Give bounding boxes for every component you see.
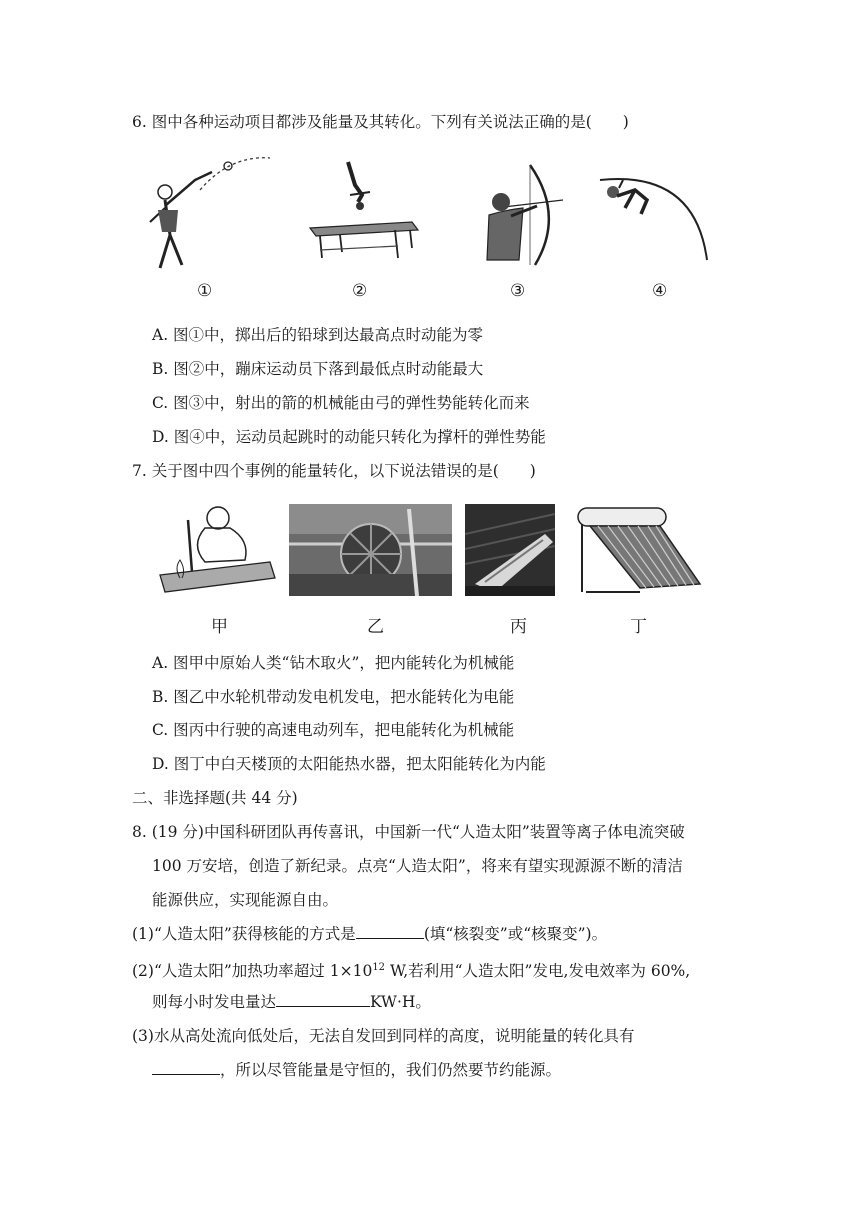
figure-label-bing: 丙: [510, 617, 527, 637]
q8-part-3-line-2-after: ，所以尽管能量是守恒的，我们仍然要节约能源。: [220, 1061, 562, 1079]
q8-part-1-text-after: (填“核裂变”或“核聚变”)。: [423, 925, 608, 943]
q8-part-1-text-before: (1)“人造太阳”获得核能的方式是: [132, 925, 356, 943]
q8-part-2: [132, 958, 690, 981]
figure-archery: [475, 160, 565, 270]
q6-option-b: B. 图②中，蹦床运动员下落到最低点时动能最大: [152, 360, 484, 378]
q6-stem: 6. 图中各种运动项目都涉及能量及其转化。下列有关说法正确的是( ): [132, 113, 629, 131]
figure-solar-water-heater: [570, 500, 710, 600]
figure-fire-drilling: [150, 500, 280, 600]
figure-label-ding: 丁: [630, 617, 647, 637]
q6-option-c: C. 图③中，射出的箭的机械能由弓的弹性势能转化而来: [152, 394, 530, 412]
q8-part-3-line-2: [152, 1060, 561, 1080]
q6-option-a: A. 图①中，掷出后的铅球到达最高点时动能为零: [152, 326, 484, 344]
q8-stem-line-1: 8. (19 分)中国科研团队再传喜讯，中国新一代“人造太阳”装置等离子体电流突破: [132, 823, 685, 841]
figure-label-3: ③: [510, 281, 526, 301]
q7-option-b: B. 图乙中水轮机带动发电机发电，把水能转化为电能: [152, 688, 515, 706]
q6-option-d: D. 图④中，运动员起跳时的动能只转化为撑杆的弹性势能: [152, 428, 546, 446]
q7-stem: 7. 关于图中四个事例的能量转化，以下说法错误的是( ): [132, 462, 536, 480]
q7-option-c: C. 图丙中行驶的高速电动列车，把电能转化为机械能: [152, 721, 515, 739]
q8-part-2-text-after: W,若利用“人造太阳”发电,发电效率为 60%,: [385, 962, 691, 981]
q8-part-2-line-2-after: KW·H。: [370, 993, 431, 1011]
answer-blank-2[interactable]: [276, 992, 370, 1007]
figure-label-4: ④: [652, 281, 668, 301]
figure-label-yi: 乙: [367, 617, 384, 637]
q8-part-3-line-1: (3)水从高处流向低处后，无法自发回到同样的高度，说明能量的转化具有: [132, 1027, 635, 1045]
q8-part-2-text-before: (2)“人造太阳”加热功率超过 1×10: [132, 962, 373, 981]
q7-option-a: A. 图甲中原始人类“钻木取火”，把内能转化为机械能: [152, 654, 515, 672]
figure-high-speed-train: [465, 504, 555, 596]
figure-label-1: ①: [197, 281, 213, 301]
section-title: 二、非选择题(共 44 分): [132, 789, 298, 807]
q8-part-2-exponent: 12: [372, 962, 386, 973]
answer-blank-3[interactable]: [152, 1060, 220, 1075]
q8-stem-line-2: 100 万安培，创造了新纪录。点亮“人造太阳”，将来有望实现源源不断的清洁: [152, 857, 683, 875]
answer-blank-1[interactable]: [356, 924, 424, 939]
figure-label-2: ②: [352, 281, 368, 301]
q8-part-2-line-2-before: 则每小时发电量达: [152, 993, 277, 1011]
q8-part-1: [132, 924, 607, 944]
figure-shot-put: [140, 150, 280, 275]
q7-option-d: D. 图丁中白天楼顶的太阳能热水器，把太阳能转化为内能: [152, 755, 546, 773]
q8-part-2-line-2: [152, 992, 431, 1012]
q8-stem-line-3: 能源供应，实现能源自由。: [152, 891, 339, 909]
figure-pole-vault: [595, 170, 720, 270]
figure-water-wheel: [289, 504, 452, 596]
figure-label-jia: 甲: [211, 617, 228, 637]
figure-trampoline: [300, 150, 425, 275]
